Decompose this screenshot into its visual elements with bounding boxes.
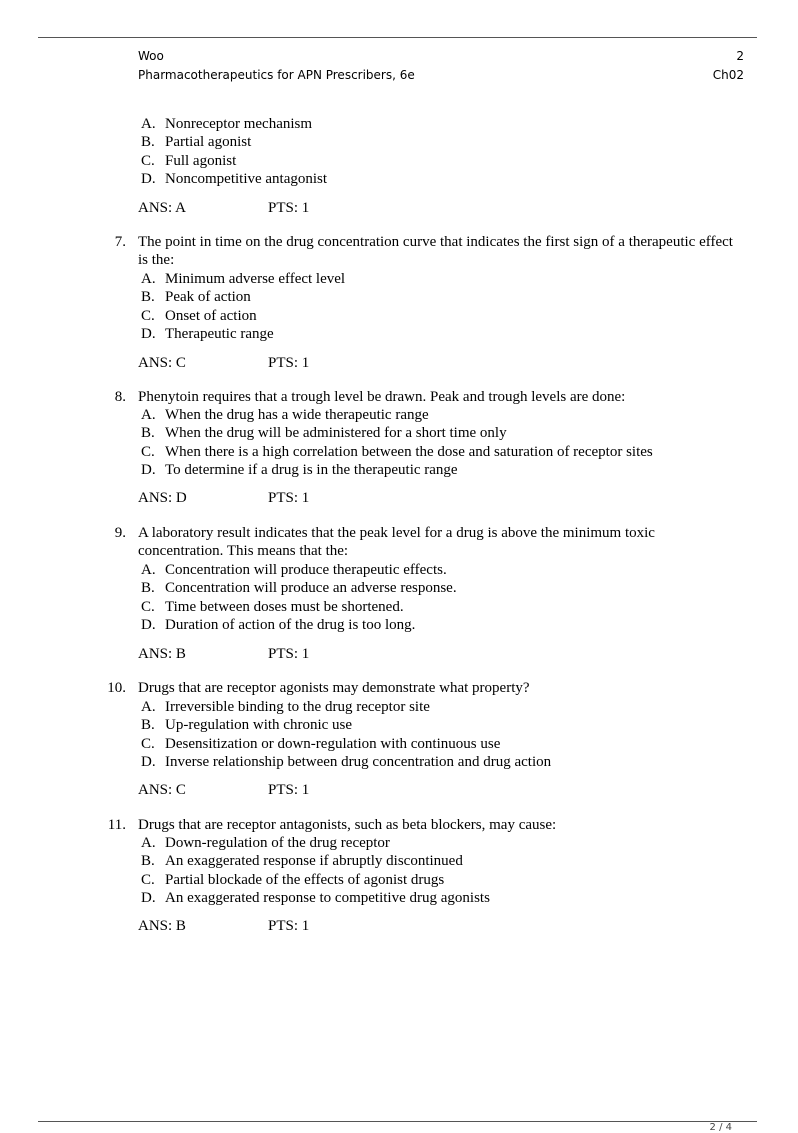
answer-line <box>138 489 438 507</box>
footer-rule <box>38 1121 757 1122</box>
option-letter: B. <box>141 134 155 151</box>
option-letter: A. <box>141 835 156 851</box>
option-text: Nonreceptor mechanism <box>165 116 313 132</box>
option-letter: C. <box>141 152 155 169</box>
question-7-options <box>0 270 798 343</box>
answer-label: ANS: B <box>138 918 186 934</box>
option-d <box>0 753 798 771</box>
points-label: PTS: 1 <box>268 918 310 934</box>
option-letter: B. <box>141 717 155 734</box>
footer-page-indicator: 2 / 4 <box>709 1122 732 1133</box>
option-letter: D. <box>141 461 156 478</box>
answer-label: ANS: A <box>138 200 186 216</box>
points-label: PTS: 1 <box>268 490 310 506</box>
header-author: Woo <box>138 49 164 63</box>
option-b <box>0 133 798 151</box>
option-b <box>0 852 798 870</box>
option-letter: C. <box>141 598 155 615</box>
question-number: 10. <box>107 680 126 696</box>
option-letter: A. <box>141 271 156 287</box>
answer-line <box>138 781 438 799</box>
option-b <box>0 716 798 734</box>
option-text: An exaggerated response if abruptly discontinued <box>165 853 463 870</box>
question-number: 11. <box>107 817 126 833</box>
option-d <box>0 461 798 479</box>
option-c <box>0 443 798 461</box>
option-text: When there is a high correlation between the dose and saturation of receptor sites <box>165 443 653 460</box>
answer-label: ANS: B <box>138 646 186 662</box>
header-book-title: Pharmacotherapeutics for APN Prescribers, 6e <box>138 68 415 82</box>
answer-line <box>138 354 438 372</box>
answer-label: ANS: C <box>138 782 186 798</box>
option-letter: A. <box>141 407 156 423</box>
option-letter: A. <box>141 562 156 578</box>
option-c <box>0 735 798 753</box>
points-label: PTS: 1 <box>268 355 310 371</box>
option-letter: C. <box>141 307 155 324</box>
option-letter: D. <box>141 170 156 187</box>
option-a <box>0 698 798 716</box>
question-10-options <box>0 698 798 771</box>
option-text: Irreversible binding to the drug receptor site <box>165 699 430 715</box>
option-letter: B. <box>141 425 155 442</box>
option-text: An exaggerated response to competitive drug agonists <box>165 889 490 906</box>
answer-label: ANS: C <box>138 355 186 371</box>
answer-line <box>138 645 438 663</box>
option-c <box>0 152 798 170</box>
option-d <box>0 325 798 343</box>
option-text: Down-regulation of the drug receptor <box>165 835 390 851</box>
option-text: Concentration will produce therapeutic effects. <box>165 562 447 578</box>
points-label: PTS: 1 <box>268 200 310 216</box>
option-a <box>0 115 798 133</box>
option-letter: A. <box>141 699 156 715</box>
option-text: Full agonist <box>165 152 237 169</box>
option-a <box>0 406 798 424</box>
option-letter: B. <box>141 289 155 306</box>
option-d <box>0 616 798 634</box>
option-c <box>0 307 798 325</box>
option-letter: D. <box>141 325 156 342</box>
option-letter: C. <box>141 871 155 888</box>
question-stem: Drugs that are receptor antagonists, such as beta blockers, may cause: <box>138 817 557 833</box>
option-text: When the drug will be administered for a short time only <box>165 425 507 442</box>
option-letter: D. <box>141 889 156 906</box>
option-c <box>0 871 798 889</box>
option-text: Desensitization or down-regulation with continuous use <box>165 735 501 752</box>
question-stem: Drugs that are receptor agonists may demonstrate what property? <box>138 680 530 696</box>
option-text: Minimum adverse effect level <box>165 271 346 287</box>
points-label: PTS: 1 <box>268 782 310 798</box>
option-letter: D. <box>141 753 156 770</box>
header-page-number: 2 <box>736 49 744 63</box>
option-text: Duration of action of the drug is too long. <box>165 616 416 633</box>
option-letter: B. <box>141 580 155 597</box>
question-stem: A laboratory result indicates that the peak level for a drug is above the minimum toxic concentration. This means that the: <box>138 525 655 560</box>
question-number: 9. <box>114 525 126 541</box>
option-text: Concentration will produce an adverse response. <box>165 580 457 597</box>
question-number: 7. <box>114 234 126 250</box>
option-letter: B. <box>141 853 155 870</box>
option-text: Inverse relationship between drug concentration and drug action <box>165 753 552 770</box>
option-letter: D. <box>141 616 156 633</box>
continued-options <box>0 115 798 188</box>
option-text: To determine if a drug is in the therapeutic range <box>165 461 458 478</box>
option-text: Partial agonist <box>165 134 252 151</box>
question-11-options <box>0 834 798 907</box>
option-a <box>0 834 798 852</box>
option-text: Up-regulation with chronic use <box>165 717 353 734</box>
option-text: Therapeutic range <box>165 325 274 342</box>
option-d <box>0 889 798 907</box>
question-9-options <box>0 561 798 634</box>
question-stem: The point in time on the drug concentration curve that indicates the first sign of a therapeutic effect is the: <box>138 234 733 269</box>
option-text: When the drug has a wide therapeutic range <box>165 407 429 423</box>
option-b <box>0 579 798 597</box>
answer-label: ANS: D <box>138 490 187 506</box>
option-a <box>0 561 798 579</box>
option-b <box>0 424 798 442</box>
points-label: PTS: 1 <box>268 646 310 662</box>
option-a <box>0 270 798 288</box>
answer-line <box>138 917 438 935</box>
option-letter: C. <box>141 443 155 460</box>
question-number: 8. <box>114 389 126 405</box>
answer-line <box>138 199 438 217</box>
option-b <box>0 288 798 306</box>
option-d <box>0 170 798 188</box>
option-text: Peak of action <box>165 289 251 306</box>
question-8-options <box>0 406 798 479</box>
option-text: Partial blockade of the effects of agonist drugs <box>165 871 445 888</box>
option-text: Onset of action <box>165 307 257 324</box>
option-letter: C. <box>141 735 155 752</box>
option-letter: A. <box>141 116 156 132</box>
option-text: Time between doses must be shortened. <box>165 598 404 615</box>
option-c <box>0 598 798 616</box>
header-chapter: Ch02 <box>712 68 744 82</box>
question-stem: Phenytoin requires that a trough level be drawn. Peak and trough levels are done: <box>138 389 626 405</box>
option-text: Noncompetitive antagonist <box>165 170 328 187</box>
